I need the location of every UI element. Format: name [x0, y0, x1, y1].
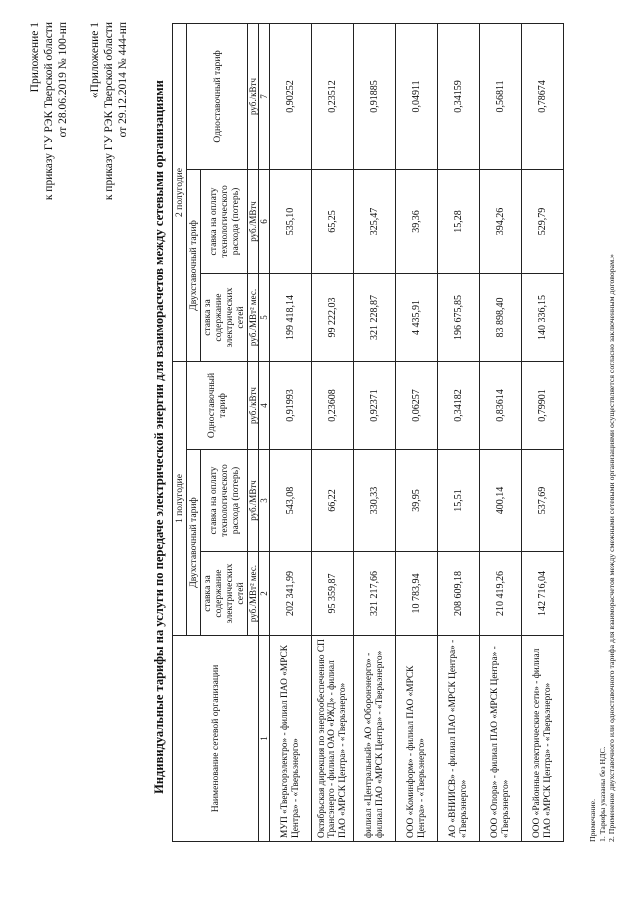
header-rate-maintenance-1: ставка за содержание электрических сетей: [201, 552, 248, 636]
table-row: [480, 23, 522, 841]
unit-losses-1: руб./МВтч: [248, 450, 259, 552]
h1-maintenance-rate: 95 359,87: [312, 552, 354, 636]
h2-single-rate: 0,04911: [396, 23, 438, 169]
header-org-name: Наименование сетевой организации: [173, 636, 259, 842]
h2-maintenance-rate: 4 435,91: [396, 273, 438, 361]
header-rate-losses-2: ставка на оплату технологического расхода (потерь): [201, 169, 248, 273]
document-title: Индивидуальные тарифы на услуги по передаче электрической энергии для взаиморасчетов между сетевыми организациями: [152, 80, 166, 794]
h1-single-rate: 0,83614: [480, 361, 522, 449]
h1-single-rate: 0,79901: [522, 361, 564, 449]
h2-single-rate: 0,90252: [270, 23, 312, 169]
org-name: МУП «Тверьгорэлектро» - филиал ПАО «МРСК Центра» - «Тверьэнерго»: [270, 636, 312, 842]
h1-single-rate: 0,06257: [396, 361, 438, 449]
unit-maintenance-2: руб./МВт² мес.: [248, 273, 259, 361]
org-name: ООО «Коминформ» - филиал ПАО «МРСК Центра» - «Тверьэнерго»: [396, 636, 438, 842]
table-row: [438, 23, 480, 841]
unit-single-2: руб./кВтч: [248, 23, 259, 169]
h1-maintenance-rate: 210 419,26: [480, 552, 522, 636]
column-index: 1: [259, 636, 270, 842]
notes-heading: Примечание.: [588, 798, 597, 842]
note-item: 1. Тарифы указаны без НДС.: [597, 746, 607, 842]
appendix-order: к приказу ГУ РЭК Тверской области: [43, 22, 55, 201]
h2-maintenance-rate: 321 228,87: [354, 273, 396, 361]
h1-single-rate: 0,34182: [438, 361, 480, 449]
h1-losses-rate: 543,08: [270, 450, 312, 552]
column-index: 4: [259, 361, 270, 449]
h2-maintenance-rate: 196 675,85: [438, 273, 480, 361]
h1-losses-rate: 330,33: [354, 450, 396, 552]
header-two-part-tariff-2: Двухставочный тариф: [187, 169, 201, 361]
org-name: ООО «Районные электрические сети» - филиал ПАО «МРСК Центра» - «Тверьэнерго»: [522, 636, 564, 842]
h1-losses-rate: 400,14: [480, 450, 522, 552]
h2-single-rate: 0,56811: [480, 23, 522, 169]
unit-single-1: руб./кВтч: [248, 361, 259, 449]
org-name: Октябрьская дирекция по энергообеспечению СП Трансэнерго - филиал ОАО «РЖД» - филиал ПАО «МРСК Центра» - «Тверьэнерго»: [312, 636, 354, 842]
h2-losses-rate: 394,26: [480, 169, 522, 273]
h2-single-rate: 0,23512: [312, 23, 354, 169]
h1-losses-rate: 537,69: [522, 450, 564, 552]
h2-single-rate: 0,78674: [522, 23, 564, 169]
unit-maintenance-1: руб./МВт² мес.: [248, 552, 259, 636]
column-index: 2: [259, 552, 270, 636]
header-two-part-tariff-1: Двухставочный тариф: [187, 450, 201, 636]
note-item: 2. Применение двухставочного или одноставочного тарифа для взаиморасчетов между смежными сетевыми организациями осуществляется согласно заключенным договорам.»: [607, 254, 616, 842]
h1-maintenance-rate: 321 217,66: [354, 552, 396, 636]
header-rate-maintenance-2: ставка за содержание электрических сетей: [201, 273, 248, 361]
appendix-header-old: [88, 22, 130, 200]
h2-maintenance-rate: 199 418,14: [270, 273, 312, 361]
header-half-2: 2 полугодие: [173, 23, 187, 361]
h2-losses-rate: 15,28: [438, 169, 480, 273]
column-index: 6: [259, 169, 270, 273]
header-rate-losses-1: ставка на оплату технологического расхода (потерь): [201, 450, 248, 552]
h1-maintenance-rate: 142 716,04: [522, 552, 564, 636]
appendix-label: «Приложение 1: [89, 22, 101, 99]
appendix-label: Приложение 1: [29, 22, 41, 93]
h2-losses-rate: 325,47: [354, 169, 396, 273]
table-row: [522, 23, 564, 841]
h1-losses-rate: 15,51: [438, 450, 480, 552]
notes-section: [588, 254, 617, 842]
h2-maintenance-rate: 140 336,15: [522, 273, 564, 361]
h1-losses-rate: 39,95: [396, 450, 438, 552]
appendix-header-new: [28, 22, 70, 200]
h2-single-rate: 0,34159: [438, 23, 480, 169]
h1-maintenance-rate: 10 783,94: [396, 552, 438, 636]
h2-single-rate: 0,91885: [354, 23, 396, 169]
column-index: 5: [259, 273, 270, 361]
h1-single-rate: 0,23608: [312, 361, 354, 449]
appendix-date: от 29.12.2014 № 444-нп: [117, 22, 129, 138]
h1-single-rate: 0,91993: [270, 361, 312, 449]
h1-losses-rate: 66,22: [312, 450, 354, 552]
table-row: [354, 23, 396, 841]
appendix-date: от 28.06.2019 № 100-нп: [57, 22, 69, 138]
table-row: [396, 23, 438, 841]
h2-maintenance-rate: 83 898,40: [480, 273, 522, 361]
org-name: филиал «Центральный» АО «Оборонэнерго» - филиал ПАО «МРСК Центра» - «Тверьэнерго»: [354, 636, 396, 842]
header-single-rate-2: Одноставочный тариф: [187, 23, 248, 169]
tariff-table: [172, 23, 564, 842]
h2-losses-rate: 535,10: [270, 169, 312, 273]
h1-maintenance-rate: 202 341,99: [270, 552, 312, 636]
h1-maintenance-rate: 208 609,18: [438, 552, 480, 636]
unit-losses-2: руб./МВтч: [248, 169, 259, 273]
table-row: [312, 23, 354, 841]
table-row: [270, 23, 312, 841]
h2-losses-rate: 39,36: [396, 169, 438, 273]
h2-losses-rate: 529,79: [522, 169, 564, 273]
h2-losses-rate: 65,25: [312, 169, 354, 273]
header-single-rate-1: Одноставочный тариф: [187, 361, 248, 449]
column-index: 3: [259, 450, 270, 552]
header-half-1: 1 полугодие: [173, 361, 187, 635]
h1-single-rate: 0,92371: [354, 361, 396, 449]
appendix-order: к приказу ГУ РЭК Тверской области: [103, 22, 115, 201]
column-index: 7: [259, 23, 270, 169]
h2-maintenance-rate: 99 222,03: [312, 273, 354, 361]
org-name: ООО «Опора» - филиал ПАО «МРСК Центра» - «Тверьэнерго»: [480, 636, 522, 842]
org-name: АО «ВНИИСВ» - филиал ПАО «МРСК Центра» - «Тверьэнерго»: [438, 636, 480, 842]
